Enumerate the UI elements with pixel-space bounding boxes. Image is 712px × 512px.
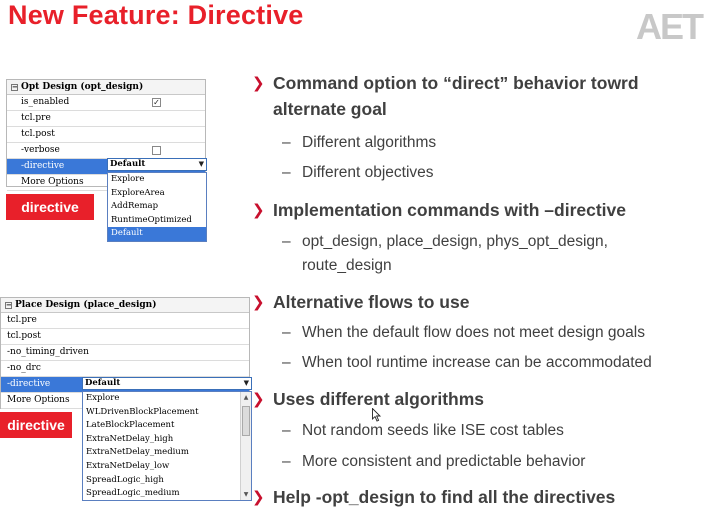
scrollbar-thumb[interactable] xyxy=(242,406,250,436)
sub-bullet-text: More consistent and predictable behavior xyxy=(302,453,586,470)
option-extranetdelay-high[interactable]: ExtraNetDelay_high xyxy=(86,433,174,444)
prop-label: tcl.pre xyxy=(7,315,37,325)
prop-row-is-enabled[interactable] xyxy=(7,95,205,111)
chevron-right-icon: ❯ xyxy=(252,201,265,219)
bullet-implementation-commands xyxy=(252,197,708,223)
place-design-header[interactable] xyxy=(1,298,249,313)
company-logo xyxy=(634,6,708,46)
dropdown-value: Default xyxy=(110,159,146,169)
slide-title: New Feature: Directive xyxy=(8,0,304,30)
dropdown-value: Default xyxy=(85,378,121,388)
place-directive-dropdown[interactable] xyxy=(82,377,252,390)
is-enabled-checkbox[interactable]: ✓ xyxy=(153,98,160,107)
option-spreadlogic-medium[interactable]: SpreadLogic_medium xyxy=(86,488,180,499)
sub-bullet-text-continued: route_design xyxy=(302,257,392,274)
sub-bullet-text: When tool runtime increase can be accommodated xyxy=(302,354,652,371)
bullet-text: Uses different algorithms xyxy=(273,389,485,409)
bullet-text: Command option to “direct” behavior towrd alternate goal xyxy=(273,73,639,119)
bullet-text: Implementation commands with –directive xyxy=(273,200,626,220)
sub-bullet-text: When the default flow does not meet design goals xyxy=(302,324,645,341)
prop-label: tcl.pre xyxy=(21,113,51,123)
opt-design-header-label: Opt Design (opt_design) xyxy=(21,82,144,92)
bullet-help-opt-design xyxy=(252,484,708,510)
bullet-different-algorithms xyxy=(252,386,708,412)
option-runtimeoptimized[interactable]: RuntimeOptimized xyxy=(111,214,192,225)
sub-bullet: – More consistent and predictable behavior xyxy=(282,453,586,470)
option-lateblockplacement[interactable]: LateBlockPlacement xyxy=(86,420,175,431)
prop-label: -no_timing_driven xyxy=(7,347,89,357)
prop-label: More Options xyxy=(21,177,84,187)
chevron-right-icon: ❯ xyxy=(252,74,265,92)
scroll-up-icon[interactable]: ▲ xyxy=(243,394,249,401)
chevron-right-icon: ❯ xyxy=(252,390,265,408)
prop-label: -directive xyxy=(21,161,65,171)
options-scrollbar[interactable] xyxy=(240,392,251,500)
prop-label: tcl.post xyxy=(7,331,41,341)
verbose-checkbox[interactable] xyxy=(152,146,161,155)
place-design-header-label: Place Design (place_design) xyxy=(15,300,157,310)
collapse-icon[interactable]: − xyxy=(6,301,12,309)
prop-row-tcl-post[interactable] xyxy=(1,329,249,345)
option-wldrivenblockplacement[interactable]: WLDrivenBlockPlacement xyxy=(86,406,199,417)
place-directive-options xyxy=(82,391,252,501)
option-addremap[interactable]: AddRemap xyxy=(111,201,159,212)
prop-row-tcl-pre[interactable] xyxy=(7,111,205,127)
sub-bullet-text: opt_design, place_design, phys_opt_design, xyxy=(302,233,608,250)
chevron-right-icon: ❯ xyxy=(252,488,265,506)
sub-bullet-text: Different objectives xyxy=(302,164,434,181)
sub-bullet: – When the default flow does not meet design goals xyxy=(282,324,645,341)
sub-bullet-text: Different algorithms xyxy=(302,134,437,151)
chevron-down-icon[interactable]: ▼ xyxy=(243,379,249,387)
opt-directive-dropdown[interactable] xyxy=(107,158,207,171)
directive-tag: directive xyxy=(6,194,94,220)
mouse-pointer-icon xyxy=(372,408,382,422)
bullet-direct-behavior xyxy=(252,70,708,122)
option-default[interactable]: Default xyxy=(108,227,206,241)
option-explore[interactable]: Explore xyxy=(111,174,145,184)
prop-label: is_enabled xyxy=(21,97,70,107)
chevron-down-icon[interactable]: ▼ xyxy=(198,160,204,168)
bullet-text: Alternative flows to use xyxy=(273,292,470,312)
prop-row-tcl-pre[interactable] xyxy=(1,313,249,329)
sub-bullet-text: Not random seeds like ISE cost tables xyxy=(302,422,564,439)
option-extranetdelay-medium[interactable]: ExtraNetDelay_medium xyxy=(86,447,189,458)
prop-label: -no_drc xyxy=(7,363,41,373)
option-spreadlogic-high[interactable]: SpreadLogic_high xyxy=(86,474,164,485)
sub-bullet: – Different algorithms xyxy=(282,134,437,151)
prop-label: -verbose xyxy=(21,145,60,155)
prop-row-tcl-post[interactable] xyxy=(7,127,205,143)
option-explorearea[interactable]: ExploreArea xyxy=(111,187,165,198)
prop-label: tcl.post xyxy=(21,129,55,139)
prop-row-verbose[interactable] xyxy=(7,143,205,159)
prop-label: More Options xyxy=(7,395,70,405)
sub-bullet: – Different objectives xyxy=(282,164,434,181)
logo-text: AET xyxy=(636,6,702,46)
prop-label: -directive xyxy=(7,379,51,389)
bullet-alternative-flows xyxy=(252,289,708,315)
scroll-down-icon[interactable]: ▼ xyxy=(243,491,249,498)
sub-bullet: – Not random seeds like ISE cost tables xyxy=(282,422,564,439)
sub-bullet: – When tool runtime increase can be accommodated xyxy=(282,354,652,371)
option-explore[interactable]: Explore xyxy=(86,393,120,403)
option-extranetdelay-low[interactable]: ExtraNetDelay_low xyxy=(86,460,170,471)
opt-design-header[interactable] xyxy=(7,80,205,95)
sub-bullet: – opt_design, place_design, phys_opt_design, route_design xyxy=(282,230,712,278)
directive-tag: directive xyxy=(0,412,72,438)
bullet-text: Help -opt_design to find all the directives xyxy=(273,487,616,507)
opt-directive-options xyxy=(107,172,207,242)
prop-row-no-timing-driven[interactable] xyxy=(1,345,249,361)
collapse-icon[interactable]: − xyxy=(12,83,18,91)
prop-row-no-drc[interactable] xyxy=(1,361,249,377)
chevron-right-icon: ❯ xyxy=(252,293,265,311)
